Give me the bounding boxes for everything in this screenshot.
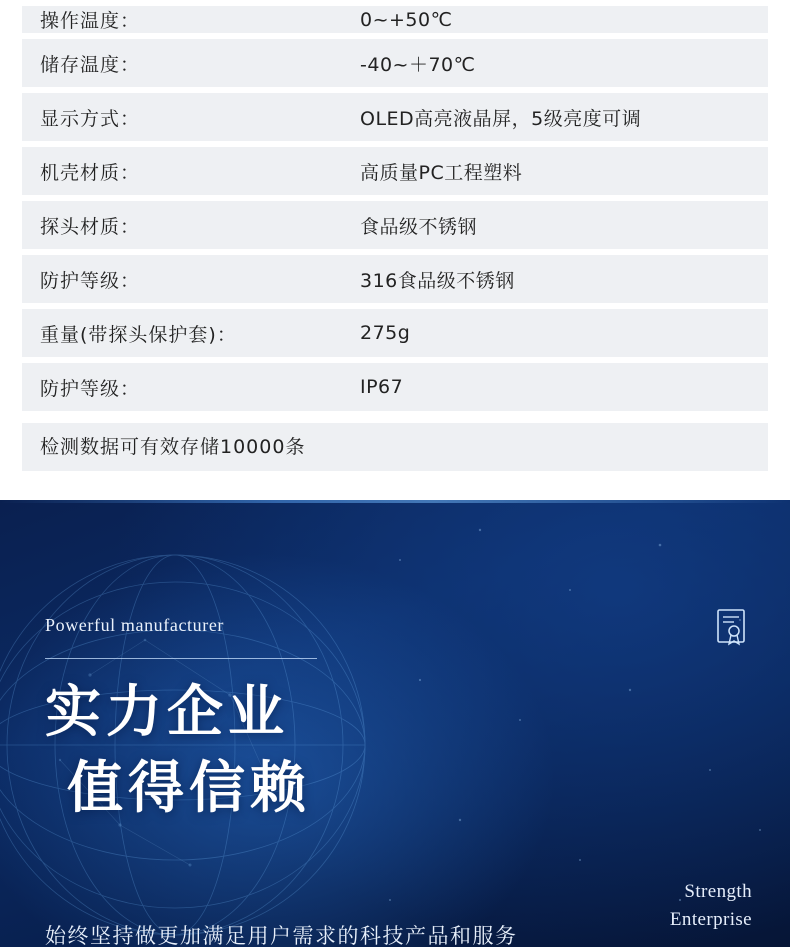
spec-value: OLED高亮液晶屏，5级亮度可调 xyxy=(352,93,768,141)
banner-text-block xyxy=(0,500,790,826)
spec-label: 显示方式： xyxy=(22,93,352,141)
table-row xyxy=(22,309,768,357)
banner-english-caption: Powerful manufacturer xyxy=(45,615,225,635)
strength-line-1: Strength xyxy=(684,881,752,902)
spec-label: 探头材质： xyxy=(22,201,352,249)
table-row xyxy=(22,255,768,303)
specification-table xyxy=(22,0,768,417)
spec-label: 重量(带探头保护套)： xyxy=(22,309,352,357)
strength-line-2: Enterprise xyxy=(669,908,752,930)
banner-title-line2: 值得信赖 xyxy=(67,755,311,821)
spec-label: 机壳材质： xyxy=(22,147,352,195)
spec-value: -40~＋70℃ xyxy=(352,39,768,87)
spec-value: IP67 xyxy=(352,363,768,411)
spec-label: 储存温度： xyxy=(22,39,352,87)
spec-label: 操作温度： xyxy=(22,6,352,33)
section-divider xyxy=(0,497,790,500)
strength-enterprise-label xyxy=(670,878,752,933)
table-row xyxy=(22,363,768,411)
company-strength-banner xyxy=(0,500,790,947)
specification-table-body xyxy=(22,6,768,411)
table-row xyxy=(22,93,768,141)
storage-capacity-note: 检测数据可有效存储10000条 xyxy=(22,423,768,471)
banner-divider-rule xyxy=(45,658,317,659)
certificate-icon xyxy=(714,608,748,648)
table-row xyxy=(22,201,768,249)
spec-value: 275g xyxy=(352,309,768,357)
banner-subtitle: 始终坚持做更加满足用户需求的科技产品和服务 xyxy=(45,924,518,947)
table-row xyxy=(22,147,768,195)
spec-label: 防护等级： xyxy=(22,255,352,303)
spec-value: 食品级不锈钢 xyxy=(352,201,768,249)
spec-value: 316食品级不锈钢 xyxy=(352,255,768,303)
banner-title xyxy=(45,675,790,826)
spec-label: 防护等级： xyxy=(22,363,352,411)
banner-title-line1: 实力企业 xyxy=(45,680,289,745)
table-row xyxy=(22,39,768,87)
table-row xyxy=(22,6,768,33)
spec-value: 0~+50℃ xyxy=(352,6,768,33)
spec-value: 高质量PC工程塑料 xyxy=(352,147,768,195)
